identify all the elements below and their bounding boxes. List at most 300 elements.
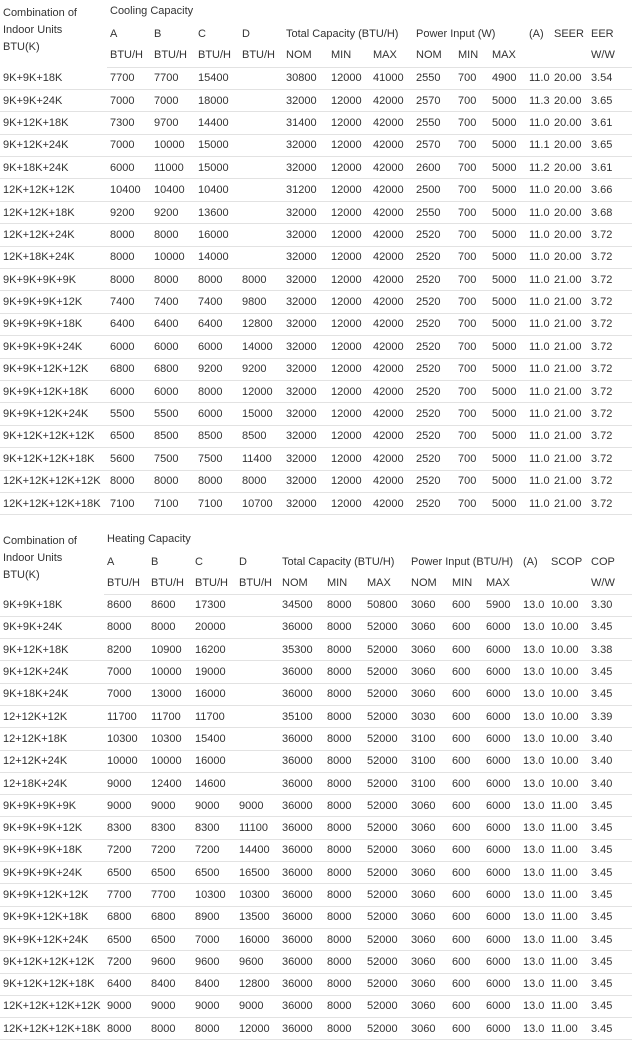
value-cell: 12000 (328, 403, 370, 425)
value-cell (236, 661, 279, 683)
combination-cell: 9K+9K+9K+12K (0, 291, 107, 313)
value-cell: 10000 (148, 661, 192, 683)
value-cell: 600 (449, 839, 483, 861)
value-cell: 13.0 (520, 839, 548, 861)
col-header-total-capacity: Total Capacity (BTU/H) (282, 556, 395, 568)
value-cell: 6000 (195, 403, 239, 425)
sub-header: BTU/H (195, 44, 239, 67)
value-cell: 11.00 (548, 973, 588, 995)
value-cell: 32000 (283, 291, 328, 313)
value-cell (239, 224, 283, 246)
value-cell: 3060 (408, 995, 449, 1017)
table-row (0, 448, 632, 470)
value-cell (239, 179, 283, 201)
value-cell: 5000 (489, 336, 526, 358)
table-row (0, 224, 632, 246)
value-cell: 11.0 (526, 403, 551, 425)
value-cell: 6000 (107, 336, 151, 358)
value-cell: 17300 (192, 594, 236, 616)
value-cell: 700 (455, 313, 489, 335)
value-cell: 11.00 (548, 928, 588, 950)
value-cell: 8000 (324, 817, 364, 839)
value-cell: 6000 (151, 380, 195, 402)
value-cell: 21.00 (551, 336, 588, 358)
col-header-a: A (107, 556, 115, 568)
value-cell: 7200 (192, 839, 236, 861)
value-cell: 8400 (192, 973, 236, 995)
value-cell: 10400 (151, 179, 195, 201)
combination-cell: 9K+18K+24K (0, 683, 104, 705)
value-cell: 3.45 (588, 795, 632, 817)
table-row (0, 884, 632, 906)
value-cell: 6500 (148, 862, 192, 884)
value-cell: 16000 (192, 750, 236, 772)
combination-cell: 12+18K+24K (0, 772, 104, 794)
value-cell: 2520 (413, 313, 455, 335)
sub-header: MAX (364, 572, 408, 594)
value-cell: 8300 (192, 817, 236, 839)
value-cell (239, 67, 283, 89)
table-row (0, 492, 632, 514)
value-cell: 32000 (283, 448, 328, 470)
value-cell: 8000 (324, 728, 364, 750)
value-cell: 3100 (408, 772, 449, 794)
value-cell: 36000 (279, 683, 324, 705)
value-cell: 7000 (107, 134, 151, 156)
combination-cell: 12K+12K+12K+18K (0, 492, 107, 514)
value-cell: 32000 (283, 403, 328, 425)
value-cell: 3.65 (588, 134, 632, 156)
value-cell: 20.00 (551, 67, 588, 89)
value-cell (236, 705, 279, 727)
table-row (0, 291, 632, 313)
value-cell: 32000 (283, 380, 328, 402)
value-cell: 5000 (489, 112, 526, 134)
combo-header-line-2: Indoor Units (3, 552, 63, 564)
value-cell: 21.00 (551, 313, 588, 335)
combination-cell: 9K+12K+24K (0, 134, 107, 156)
value-cell: 21.00 (551, 492, 588, 514)
table-row (0, 67, 632, 89)
value-cell: 9000 (236, 795, 279, 817)
value-cell: 600 (449, 705, 483, 727)
value-cell: 18000 (195, 89, 239, 111)
combination-cell: 9K+9K+12K+12K (0, 884, 104, 906)
value-cell: 32000 (283, 313, 328, 335)
value-cell: 600 (449, 884, 483, 906)
value-cell: 6800 (148, 906, 192, 928)
value-cell: 11.0 (526, 313, 551, 335)
value-cell: 2550 (413, 67, 455, 89)
value-cell: 31200 (283, 179, 328, 201)
value-cell: 11.0 (526, 470, 551, 492)
value-cell: 9200 (239, 358, 283, 380)
value-cell: 21.00 (551, 291, 588, 313)
value-cell: 600 (449, 951, 483, 973)
value-cell: 11000 (151, 157, 195, 179)
table-row (0, 1018, 632, 1040)
value-cell: 12000 (236, 1018, 279, 1040)
value-cell: 11.0 (526, 224, 551, 246)
value-cell: 14400 (195, 112, 239, 134)
table-row (0, 928, 632, 950)
value-cell: 700 (455, 291, 489, 313)
value-cell: 12000 (328, 470, 370, 492)
value-cell: 3.65 (588, 89, 632, 111)
table-row (0, 661, 632, 683)
combo-header-line-2: Indoor Units (3, 24, 63, 36)
combination-cell: 12+12K+24K (0, 750, 104, 772)
value-cell: 11.00 (548, 906, 588, 928)
value-cell: 5000 (489, 448, 526, 470)
value-cell: 12000 (328, 112, 370, 134)
value-cell: 700 (455, 224, 489, 246)
sub-header (548, 572, 588, 594)
cooling-combination-header (0, 0, 107, 67)
value-cell: 5000 (489, 425, 526, 447)
value-cell: 12000 (328, 179, 370, 201)
value-cell: 10400 (107, 179, 151, 201)
value-cell (236, 616, 279, 638)
col-header-cop: COP (591, 556, 615, 568)
sub-header: MAX (370, 44, 413, 67)
value-cell: 15000 (195, 157, 239, 179)
value-cell: 8000 (107, 246, 151, 268)
value-cell: 3060 (408, 906, 449, 928)
table-row (0, 594, 632, 616)
value-cell: 42000 (370, 358, 413, 380)
value-cell: 3.45 (588, 839, 632, 861)
value-cell: 42000 (370, 448, 413, 470)
value-cell: 700 (455, 425, 489, 447)
value-cell: 2520 (413, 470, 455, 492)
value-cell: 3.39 (588, 705, 632, 727)
sub-header: BTU/H (239, 44, 283, 67)
table-row (0, 89, 632, 111)
value-cell: 16200 (192, 639, 236, 661)
value-cell: 700 (455, 112, 489, 134)
value-cell: 8000 (107, 224, 151, 246)
value-cell: 7400 (151, 291, 195, 313)
value-cell: 6000 (195, 336, 239, 358)
value-cell: 8000 (107, 470, 151, 492)
col-header-current: (A) (529, 28, 544, 40)
table-row (0, 973, 632, 995)
value-cell: 3.40 (588, 750, 632, 772)
value-cell: 3.40 (588, 772, 632, 794)
value-cell (239, 89, 283, 111)
value-cell: 32000 (283, 358, 328, 380)
value-cell: 10.00 (548, 683, 588, 705)
value-cell: 20.00 (551, 89, 588, 111)
value-cell: 32000 (283, 336, 328, 358)
value-cell: 3.45 (588, 616, 632, 638)
value-cell: 3.72 (588, 403, 632, 425)
value-cell: 10.00 (548, 594, 588, 616)
sub-header: NOM (413, 44, 455, 67)
value-cell: 6000 (483, 995, 520, 1017)
sub-header: BTU/H (148, 572, 192, 594)
combination-cell: 9K+9K+9K+24K (0, 862, 104, 884)
value-cell: 11.0 (526, 336, 551, 358)
value-cell: 50800 (364, 594, 408, 616)
table-row (0, 906, 632, 928)
value-cell: 12000 (328, 269, 370, 291)
combination-cell: 12K+12K+12K (0, 179, 107, 201)
value-cell: 11.0 (526, 179, 551, 201)
value-cell: 8000 (324, 795, 364, 817)
value-cell: 11400 (239, 448, 283, 470)
value-cell: 10.00 (548, 750, 588, 772)
value-cell: 32000 (283, 134, 328, 156)
value-cell: 12800 (239, 313, 283, 335)
value-cell: 6400 (107, 313, 151, 335)
heating-header-row-group (0, 528, 632, 550)
value-cell: 42000 (370, 179, 413, 201)
value-cell: 10300 (236, 884, 279, 906)
value-cell: 2520 (413, 269, 455, 291)
value-cell: 5000 (489, 313, 526, 335)
sub-header: NOM (408, 572, 449, 594)
value-cell: 7000 (104, 683, 148, 705)
value-cell: 3.38 (588, 639, 632, 661)
value-cell: 36000 (279, 661, 324, 683)
value-cell: 8200 (104, 639, 148, 661)
value-cell: 11.1 (526, 134, 551, 156)
value-cell: 42000 (370, 380, 413, 402)
combination-cell: 9K+12K+18K (0, 639, 104, 661)
value-cell: 6000 (483, 683, 520, 705)
value-cell: 6000 (483, 1018, 520, 1040)
value-cell: 52000 (364, 772, 408, 794)
value-cell: 20.00 (551, 112, 588, 134)
value-cell: 52000 (364, 862, 408, 884)
value-cell (236, 750, 279, 772)
value-cell: 600 (449, 973, 483, 995)
sub-header: MAX (483, 572, 520, 594)
value-cell: 20.00 (551, 134, 588, 156)
value-cell: 8600 (148, 594, 192, 616)
value-cell: 21.00 (551, 425, 588, 447)
value-cell: 2520 (413, 425, 455, 447)
value-cell: 10700 (239, 492, 283, 514)
table-row (0, 772, 632, 794)
value-cell: 12000 (328, 67, 370, 89)
value-cell: 16000 (192, 683, 236, 705)
combination-cell: 9K+12K+24K (0, 661, 104, 683)
value-cell: 600 (449, 772, 483, 794)
value-cell: 8000 (324, 862, 364, 884)
value-cell: 12000 (328, 291, 370, 313)
value-cell: 14000 (239, 336, 283, 358)
combo-header-line-3: BTU(K) (3, 41, 40, 53)
value-cell: 32000 (283, 201, 328, 223)
value-cell: 9000 (104, 995, 148, 1017)
value-cell: 12000 (328, 224, 370, 246)
value-cell: 7000 (151, 89, 195, 111)
value-cell: 35100 (279, 705, 324, 727)
value-cell: 700 (455, 157, 489, 179)
value-cell: 3.61 (588, 157, 632, 179)
value-cell: 9800 (239, 291, 283, 313)
table-row (0, 157, 632, 179)
value-cell (239, 134, 283, 156)
combination-cell: 9K+12K+12K+12K (0, 951, 104, 973)
value-cell: 3.72 (588, 492, 632, 514)
value-cell: 8000 (104, 616, 148, 638)
value-cell: 13.0 (520, 795, 548, 817)
value-cell (236, 728, 279, 750)
value-cell: 42000 (370, 201, 413, 223)
value-cell: 3.72 (588, 380, 632, 402)
value-cell: 3.45 (588, 884, 632, 906)
value-cell: 3.40 (588, 728, 632, 750)
cooling-table-body (0, 0, 632, 515)
value-cell: 7400 (195, 291, 239, 313)
col-header-c: C (198, 28, 206, 40)
value-cell: 3060 (408, 795, 449, 817)
value-cell: 6800 (107, 358, 151, 380)
value-cell: 36000 (279, 951, 324, 973)
value-cell: 20.00 (551, 157, 588, 179)
value-cell: 6500 (107, 425, 151, 447)
combination-cell: 12K+18K+24K (0, 246, 107, 268)
value-cell: 14600 (192, 772, 236, 794)
sub-header: BTU/H (151, 44, 195, 67)
value-cell: 9700 (151, 112, 195, 134)
value-cell: 2570 (413, 89, 455, 111)
heating-capacity-table (0, 528, 632, 1040)
value-cell: 3060 (408, 683, 449, 705)
value-cell: 7500 (151, 448, 195, 470)
value-cell: 600 (449, 995, 483, 1017)
value-cell: 11700 (148, 705, 192, 727)
table-row (0, 683, 632, 705)
value-cell: 6000 (483, 728, 520, 750)
value-cell: 10.00 (548, 616, 588, 638)
value-cell: 600 (449, 639, 483, 661)
col-header-total-capacity: Total Capacity (BTU/H) (286, 28, 399, 40)
value-cell: 8500 (239, 425, 283, 447)
value-cell: 8000 (324, 750, 364, 772)
value-cell: 11.0 (526, 269, 551, 291)
sub-header: BTU/H (107, 44, 151, 67)
col-header-scop: SCOP (551, 556, 583, 568)
value-cell: 52000 (364, 639, 408, 661)
value-cell (239, 112, 283, 134)
value-cell: 5900 (483, 594, 520, 616)
value-cell: 600 (449, 750, 483, 772)
value-cell: 12000 (328, 448, 370, 470)
value-cell: 11100 (236, 817, 279, 839)
value-cell: 32000 (283, 470, 328, 492)
value-cell: 12000 (328, 336, 370, 358)
value-cell: 11.00 (548, 795, 588, 817)
value-cell: 11.0 (526, 67, 551, 89)
value-cell: 15000 (195, 134, 239, 156)
value-cell: 2520 (413, 358, 455, 380)
value-cell: 2520 (413, 336, 455, 358)
value-cell: 8000 (195, 269, 239, 291)
value-cell: 32000 (283, 224, 328, 246)
value-cell: 10.00 (548, 639, 588, 661)
sub-header: MIN (328, 44, 370, 67)
value-cell: 3.68 (588, 201, 632, 223)
value-cell: 2570 (413, 134, 455, 156)
value-cell: 10300 (148, 728, 192, 750)
combination-cell: 9K+9K+12K+24K (0, 403, 107, 425)
value-cell: 7500 (195, 448, 239, 470)
sub-header (526, 44, 551, 67)
value-cell: 12400 (148, 772, 192, 794)
value-cell: 42000 (370, 224, 413, 246)
value-cell: 13.0 (520, 973, 548, 995)
value-cell: 20.00 (551, 224, 588, 246)
value-cell: 13.0 (520, 906, 548, 928)
value-cell: 8000 (324, 973, 364, 995)
table-row (0, 728, 632, 750)
value-cell: 8000 (324, 594, 364, 616)
value-cell: 52000 (364, 661, 408, 683)
value-cell: 6000 (483, 862, 520, 884)
value-cell: 5000 (489, 291, 526, 313)
value-cell: 10.00 (548, 661, 588, 683)
value-cell: 700 (455, 89, 489, 111)
value-cell: 12000 (328, 425, 370, 447)
value-cell: 5500 (151, 403, 195, 425)
value-cell: 2550 (413, 201, 455, 223)
value-cell: 3060 (408, 661, 449, 683)
value-cell: 8000 (195, 380, 239, 402)
value-cell: 6800 (151, 358, 195, 380)
value-cell: 2600 (413, 157, 455, 179)
value-cell: 13.0 (520, 683, 548, 705)
value-cell: 3.45 (588, 951, 632, 973)
value-cell: 8000 (324, 951, 364, 973)
value-cell: 11.00 (548, 1018, 588, 1040)
cooling-capacity-table (0, 0, 632, 515)
value-cell: 15400 (195, 67, 239, 89)
value-cell: 13.0 (520, 661, 548, 683)
value-cell: 12000 (328, 89, 370, 111)
value-cell: 3.45 (588, 817, 632, 839)
value-cell: 32000 (283, 89, 328, 111)
value-cell: 12000 (239, 380, 283, 402)
value-cell: 3030 (408, 705, 449, 727)
col-header-d: D (239, 556, 247, 568)
value-cell: 6000 (483, 817, 520, 839)
value-cell: 9000 (104, 795, 148, 817)
col-header-seer: SEER (554, 28, 584, 40)
value-cell: 42000 (370, 336, 413, 358)
value-cell: 5000 (489, 492, 526, 514)
value-cell: 9000 (104, 772, 148, 794)
value-cell: 5000 (489, 269, 526, 291)
value-cell: 8300 (104, 817, 148, 839)
value-cell: 700 (455, 179, 489, 201)
value-cell: 36000 (279, 817, 324, 839)
value-cell: 3.30 (588, 594, 632, 616)
value-cell: 6500 (148, 928, 192, 950)
value-cell: 42000 (370, 403, 413, 425)
value-cell: 5000 (489, 89, 526, 111)
value-cell: 11.3 (526, 89, 551, 111)
value-cell: 42000 (370, 425, 413, 447)
combination-cell: 12+12K+12K (0, 705, 104, 727)
value-cell: 11.0 (526, 425, 551, 447)
combination-cell: 9K+9K+18K (0, 594, 104, 616)
value-cell: 13.0 (520, 594, 548, 616)
